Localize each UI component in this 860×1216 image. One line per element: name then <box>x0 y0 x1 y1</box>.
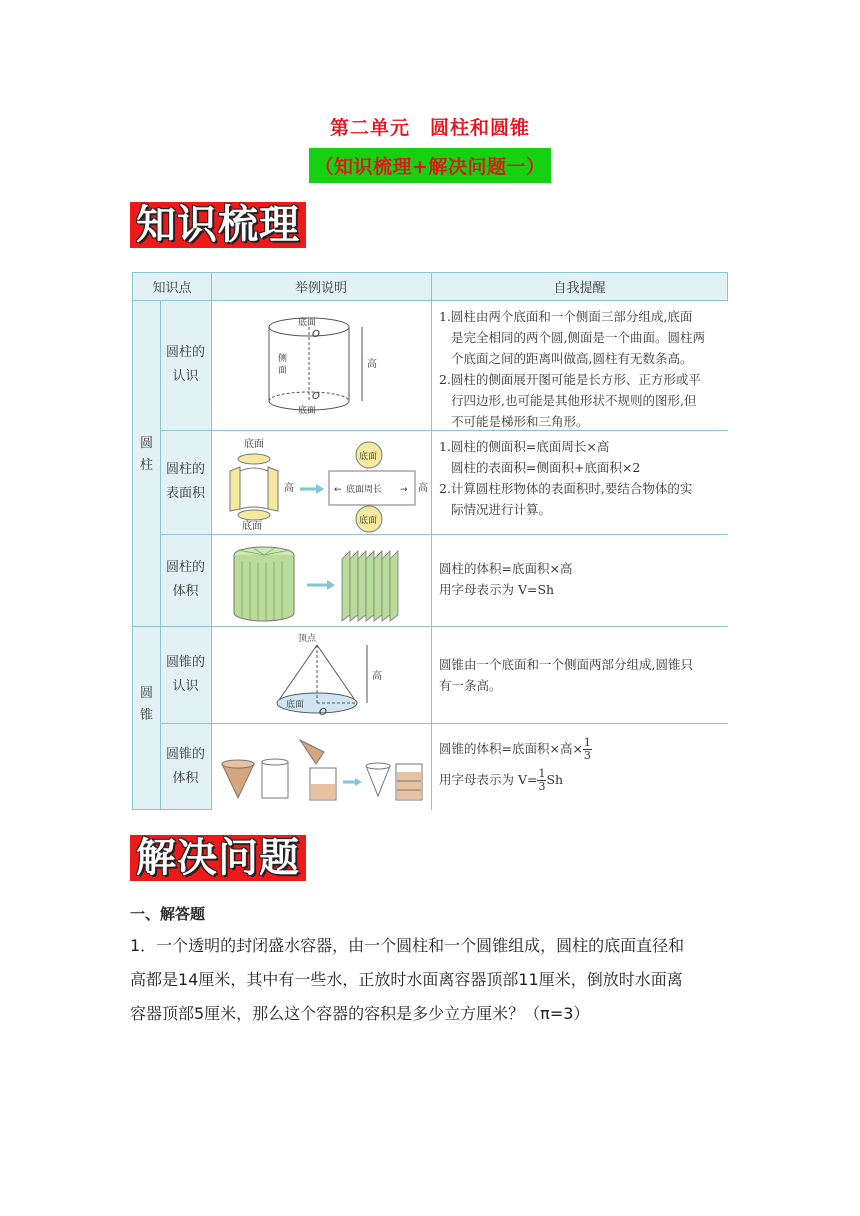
tip-cylinder-intro: 1.圆柱由两个底面和一个侧面三部分组成,底面 是完全相同的两个圆,侧面是一个曲面。圆柱两 个底面之间的距离叫做高,圆柱有无数条高。 2.圆柱的侧面展开图可能是长方形、正方形或平 行四边形,也可能是其他形状不规则的图形,但 不可能是梯形和三角形。 <box>439 309 705 429</box>
section-heading: 一、解答题 <box>130 905 206 923</box>
question-line-1: 1．一个透明的封闭盛水容器，由一个圆柱和一个圆锥组成，圆柱的底面直径和 <box>130 936 685 955</box>
row-cylinder-intro: 圆柱的 认识 <box>165 345 205 384</box>
svg-text:底面: 底面 <box>286 700 305 710</box>
frac-one-third-a: $\frac{1}{3}$ <box>583 736 591 762</box>
svg-text:←: ← <box>334 485 342 495</box>
question-line-3: 容器顶部5厘米，那么这个容器的容积是多少立方厘米？（π=3） <box>130 1004 590 1023</box>
frac-one-third-b: $\frac{1}{3}$ <box>538 767 546 793</box>
fig-o-top: O <box>312 329 320 340</box>
row-cone-volume: 圆锥的 体积 <box>165 746 205 786</box>
header-example: 举例说明 <box>294 281 347 296</box>
svg-text:底面: 底面 <box>359 452 378 462</box>
row-cylinder-surface: 圆柱的 表面积 <box>165 462 205 501</box>
svg-text:底面周长: 底面周长 <box>346 485 383 495</box>
fig-bottom-bottom: 底面 <box>298 406 317 416</box>
svg-text:→: → <box>400 485 408 495</box>
cylinder-figure <box>212 301 430 429</box>
tip-cone-volume: 圆锥的体积=底面积×高× $\frac{1}{3}$ 用字母表示为 V= $\frac{1}{3}$ Sh <box>439 736 591 793</box>
doc-subtitle: （知识梳理+解决问题一） <box>309 148 552 183</box>
group-cylinder: 圆 柱 <box>139 436 153 473</box>
svg-text:底面: 底面 <box>244 439 264 450</box>
question-line-2: 高都是14厘米，其中有一些水，正放时水面离容器顶部11厘米，倒放时水面离 <box>130 970 683 989</box>
group-cone: 圆 锥 <box>139 686 153 723</box>
tip-cone-intro: 圆锥由一个底面和一个侧面两部分组成,圆锥只 有一条高。 <box>439 657 693 693</box>
svg-text:高: 高 <box>372 671 382 682</box>
fig-height: 高 <box>367 359 377 370</box>
banner-solve: 解决问题 <box>130 835 306 881</box>
doc-title: 第二单元 圆柱和圆锥 <box>329 117 530 139</box>
svg-text:底面: 底面 <box>242 521 262 532</box>
question-1 <box>130 929 730 1031</box>
svg-text:顶点: 顶点 <box>298 634 317 644</box>
svg-text:高: 高 <box>418 483 428 494</box>
tip-cylinder-surface: 1.圆柱的侧面积=底面周长×高 圆柱的表面积=侧面积+底面积×2 2.计算圆柱形物体的表面积时,要结合物体的实 际情况进行计算。 <box>439 439 693 517</box>
knowledge-table <box>132 272 728 810</box>
row-cylinder-volume: 圆柱的 体积 <box>165 560 205 599</box>
row-cone-intro: 圆锥的 认识 <box>165 654 205 694</box>
cone-figure <box>212 627 430 722</box>
fig-o-bottom: O <box>312 391 320 402</box>
banner-knowledge: 知识梳理 <box>130 202 306 248</box>
tip-cylinder-volume: 圆柱的体积=底面积×高 用字母表示为 V=Sh <box>439 561 573 597</box>
svg-text:底面: 底面 <box>359 516 378 526</box>
fig-side-1: 侧 <box>278 354 288 364</box>
cylinder-net-figure <box>212 431 430 533</box>
doc-subtitle-wrap <box>0 148 860 183</box>
header-knowledge-point: 知识点 <box>152 281 192 296</box>
fig-bottom-top: 底面 <box>298 318 317 328</box>
fig-side-2: 面 <box>278 366 288 376</box>
cylinder-volume-figure <box>212 535 430 625</box>
svg-text:O: O <box>319 707 327 718</box>
header-reminder: 自我提醒 <box>553 281 606 296</box>
cone-volume-figure <box>212 724 430 809</box>
svg-text:高: 高 <box>284 483 294 494</box>
